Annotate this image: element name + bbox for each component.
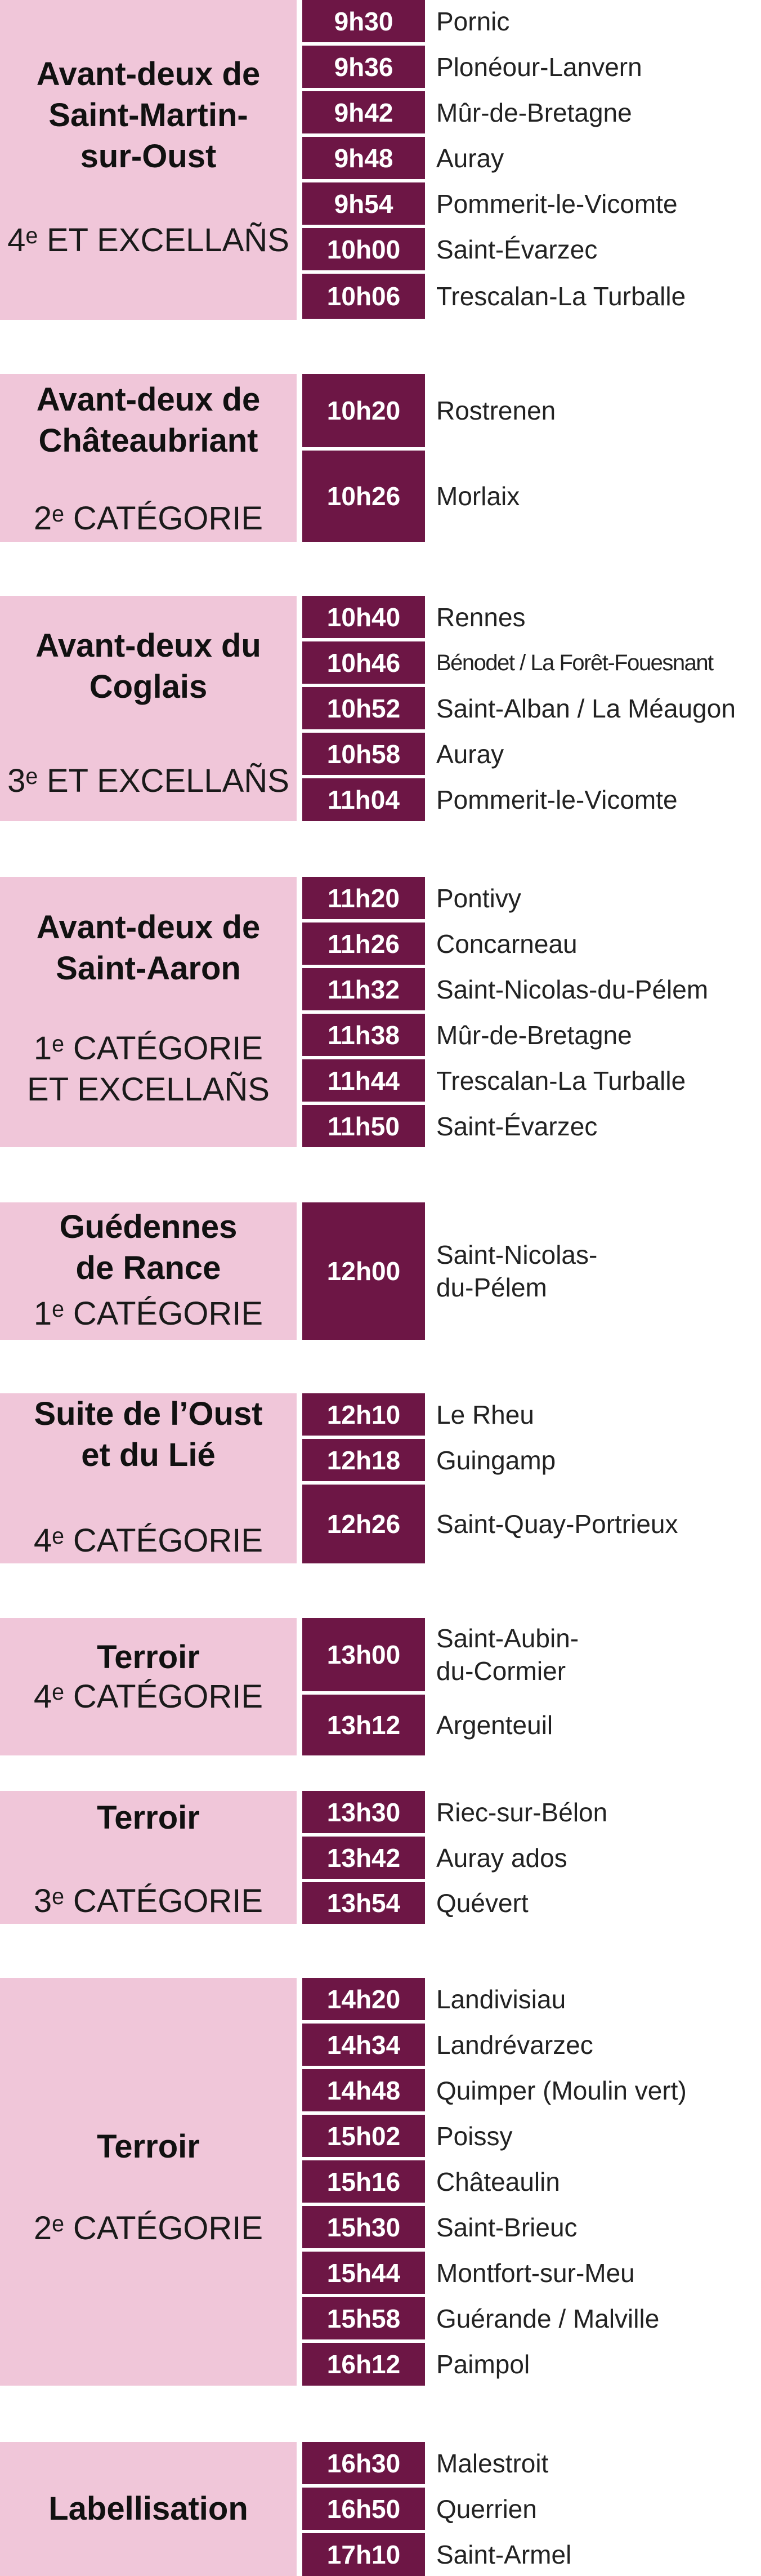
place-name: Rennes: [436, 602, 526, 632]
time-cell: 15h44: [302, 2252, 425, 2294]
time-cell: 16h50: [302, 2488, 425, 2530]
schedule-row: [302, 1014, 761, 1056]
time-cell: 12h10: [302, 1393, 425, 1436]
place-name: Saint-Nicolas-du-Pélem: [436, 974, 709, 1004]
schedule-row: [302, 641, 761, 684]
time-cell: 10h00: [302, 228, 425, 270]
schedule-row: [302, 733, 761, 775]
schedule-row: [302, 1485, 761, 1563]
time-cell: 11h20: [302, 877, 425, 919]
time-cell: 9h48: [302, 137, 425, 179]
schedule-row: [302, 1105, 761, 1147]
time-cell: 10h58: [302, 733, 425, 775]
category-block: [0, 1393, 761, 1563]
place-name: Pommerit-le-Vicomte: [436, 189, 678, 219]
category-block: [0, 2442, 761, 2576]
place-name: Malestroit: [436, 2448, 549, 2478]
place-name: Morlaix: [436, 482, 520, 511]
place-name: Guérande / Malville: [436, 2303, 660, 2333]
place-name: Saint-Évarzec: [436, 1111, 598, 1141]
time-cell: 15h02: [302, 2115, 425, 2157]
place-name: Mûr-de-Bretagne: [436, 97, 632, 127]
category-title: Terroir: [97, 1799, 200, 1836]
time-cell: 10h40: [302, 596, 425, 638]
place-name: Auray ados: [436, 1843, 567, 1873]
category-panel: [0, 1978, 297, 2386]
category-panel: [0, 2442, 297, 2576]
category-title: Terroir: [97, 2128, 200, 2165]
schedule-row: [302, 2206, 761, 2248]
schedule-row: [302, 374, 761, 447]
time-cell: 15h16: [302, 2160, 425, 2203]
time-cell: 9h54: [302, 182, 425, 225]
place-name: Pornic: [436, 6, 510, 36]
schedule-row: [302, 2297, 761, 2339]
schedule-row: [302, 596, 761, 638]
time-cell: 11h32: [302, 968, 425, 1010]
place-name: Riec-sur-Bélon: [436, 1797, 608, 1827]
category-block: [0, 0, 761, 320]
time-cell: 15h58: [302, 2297, 425, 2339]
time-cell: 11h50: [302, 1105, 425, 1147]
schedule-row: [302, 0, 761, 42]
place-name: Argenteuil: [436, 1710, 553, 1740]
schedule-row: [302, 228, 761, 270]
place-name: Paimpol: [436, 2350, 530, 2379]
category-panel: [0, 596, 297, 821]
place-name: Poissy: [436, 2121, 513, 2151]
schedule-row: [302, 2442, 761, 2484]
schedule-row: [302, 877, 761, 919]
place-name: Trescalan-La Turballe: [436, 282, 686, 311]
category-panel: [0, 1202, 297, 1340]
time-cell: 9h36: [302, 46, 425, 88]
time-cell: 16h30: [302, 2442, 425, 2484]
schedule-row: [302, 2069, 761, 2111]
category-title: Avant-deux du Coglais: [35, 627, 261, 705]
category-title: Labellisation: [48, 2490, 248, 2527]
time-cell: 10h06: [302, 274, 425, 319]
place-name: Le Rheu: [436, 1400, 534, 1429]
schedule-row: [302, 274, 761, 319]
category-level: 1ᵉ CATÉGORIE ET EXCELLAÑS: [27, 1030, 270, 1108]
time-cell: 9h30: [302, 0, 425, 42]
schedule-row: [302, 1059, 761, 1102]
place-name: Guingamp: [436, 1445, 556, 1475]
schedule-row: [302, 46, 761, 88]
place-name: Trescalan-La Turballe: [436, 1066, 686, 1095]
category-title: Avant-deux de Saint-Martin- sur-Oust: [36, 56, 261, 175]
place-name: Plonéour-Lanvern: [436, 52, 642, 82]
schedule-row: [302, 1695, 761, 1755]
time-cell: 13h42: [302, 1837, 425, 1879]
place-name: Saint-Nicolas- du-Pélem: [436, 1240, 598, 1302]
schedule-row: [302, 1618, 761, 1691]
time-cell: 16h12: [302, 2343, 425, 2386]
category-panel: [0, 374, 297, 542]
place-name: Quimper (Moulin vert): [436, 2075, 687, 2105]
category-title: Avant-deux de Saint-Aaron: [36, 909, 261, 987]
time-cell: 15h30: [302, 2206, 425, 2248]
schedule-row: [302, 1978, 761, 2020]
time-cell: 14h20: [302, 1978, 425, 2020]
category-title: Suite de l’Oust et du Lié: [34, 1396, 263, 1473]
schedule-row: [302, 2160, 761, 2203]
place-name: Landivisiau: [436, 1984, 566, 2014]
place-name: Auray: [436, 143, 504, 173]
time-cell: 10h20: [302, 374, 425, 447]
category-block: [0, 1978, 761, 2386]
category-block: [0, 596, 761, 821]
schedule-row: [302, 2343, 761, 2386]
schedule-row: [302, 1791, 761, 1833]
category-block: [0, 1618, 761, 1755]
category-block: [0, 1202, 761, 1340]
schedule-row: [302, 1837, 761, 1879]
time-cell: 12h00: [302, 1202, 425, 1340]
place-name: Bénodet / La Forêt-Fouesnant: [436, 650, 713, 675]
category-level: 4ᵉ CATÉGORIE: [33, 1678, 263, 1715]
category-level: 4ᵉ CATÉGORIE: [33, 1522, 263, 1559]
schedule-row: [302, 2024, 761, 2066]
category-panel: [0, 0, 297, 320]
place-name: Saint-Évarzec: [436, 234, 598, 264]
time-cell: 17h10: [302, 2533, 425, 2576]
category-level: 4ᵉ ET EXCELLAÑS: [7, 222, 289, 259]
schedule-row: [302, 1393, 761, 1436]
place-name: Quévert: [436, 1888, 529, 1918]
category-title: Guédennes de Rance: [59, 1209, 238, 1286]
place-name: Pontivy: [436, 883, 521, 913]
schedule-row: [302, 182, 761, 225]
time-cell: 11h44: [302, 1059, 425, 1102]
schedule-row: [302, 2533, 761, 2576]
category-block: [0, 1791, 761, 1924]
schedule-row: [302, 2252, 761, 2294]
place-name: Querrien: [436, 2494, 537, 2524]
schedule-row: [302, 2488, 761, 2530]
place-name: Concarneau: [436, 929, 578, 959]
time-cell: 10h26: [302, 451, 425, 542]
time-cell: 10h46: [302, 641, 425, 684]
place-name: Saint-Quay-Portrieux: [436, 1509, 678, 1539]
time-cell: 13h00: [302, 1618, 425, 1691]
place-name: Saint-Alban / La Méaugon: [436, 693, 736, 723]
time-cell: 14h34: [302, 2024, 425, 2066]
place-name: Auray: [436, 739, 504, 769]
category-level: 1ᵉ CATÉGORIE: [33, 1295, 263, 1332]
category-block: [0, 374, 761, 542]
category-level: 3ᵉ CATÉGORIE: [33, 1883, 263, 1919]
category-title: Avant-deux de Châteaubriant: [36, 381, 261, 459]
place-name: Landrévarzec: [436, 2030, 593, 2060]
category-panel: [0, 1393, 297, 1563]
place-name: Saint-Brieuc: [436, 2212, 578, 2242]
time-cell: 12h18: [302, 1439, 425, 1481]
place-name: Mûr-de-Bretagne: [436, 1020, 632, 1050]
schedule-row: [302, 778, 761, 821]
place-name: Châteaulin: [436, 2167, 560, 2196]
category-block: [0, 877, 761, 1147]
time-cell: 13h30: [302, 1791, 425, 1833]
place-name: Montfort-sur-Meu: [436, 2258, 635, 2288]
time-cell: 12h26: [302, 1485, 425, 1563]
time-cell: 9h42: [302, 91, 425, 133]
category-level: 3ᵉ ET EXCELLAÑS: [7, 763, 289, 799]
schedule-row: [302, 91, 761, 133]
place-name: Saint-Aubin- du-Cormier: [436, 1624, 579, 1686]
schedule-row: [302, 2115, 761, 2157]
schedule-row: [302, 968, 761, 1010]
place-name: Pommerit-le-Vicomte: [436, 785, 678, 814]
time-cell: 11h04: [302, 778, 425, 821]
category-panel: [0, 877, 297, 1147]
schedule-row: [302, 1882, 761, 1924]
category-level: 2ᵉ CATÉGORIE: [33, 500, 263, 537]
schedule-row: [302, 451, 761, 542]
time-cell: 10h52: [302, 687, 425, 729]
schedule-row: [302, 137, 761, 179]
schedule-row: [302, 687, 761, 729]
time-cell: 11h38: [302, 1014, 425, 1056]
schedule-row: [302, 922, 761, 965]
schedule-row: [302, 1202, 761, 1340]
category-level: 2ᵉ CATÉGORIE: [33, 2210, 263, 2247]
time-cell: 13h54: [302, 1882, 425, 1924]
category-title: Terroir: [97, 1639, 200, 1675]
time-cell: 13h12: [302, 1695, 425, 1755]
time-cell: 14h48: [302, 2069, 425, 2111]
time-cell: 11h26: [302, 922, 425, 965]
place-name: Rostrenen: [436, 396, 556, 425]
place-name: Saint-Armel: [436, 2540, 572, 2569]
category-panel: [0, 1618, 297, 1755]
category-panel: [0, 1791, 297, 1924]
schedule-row: [302, 1439, 761, 1481]
